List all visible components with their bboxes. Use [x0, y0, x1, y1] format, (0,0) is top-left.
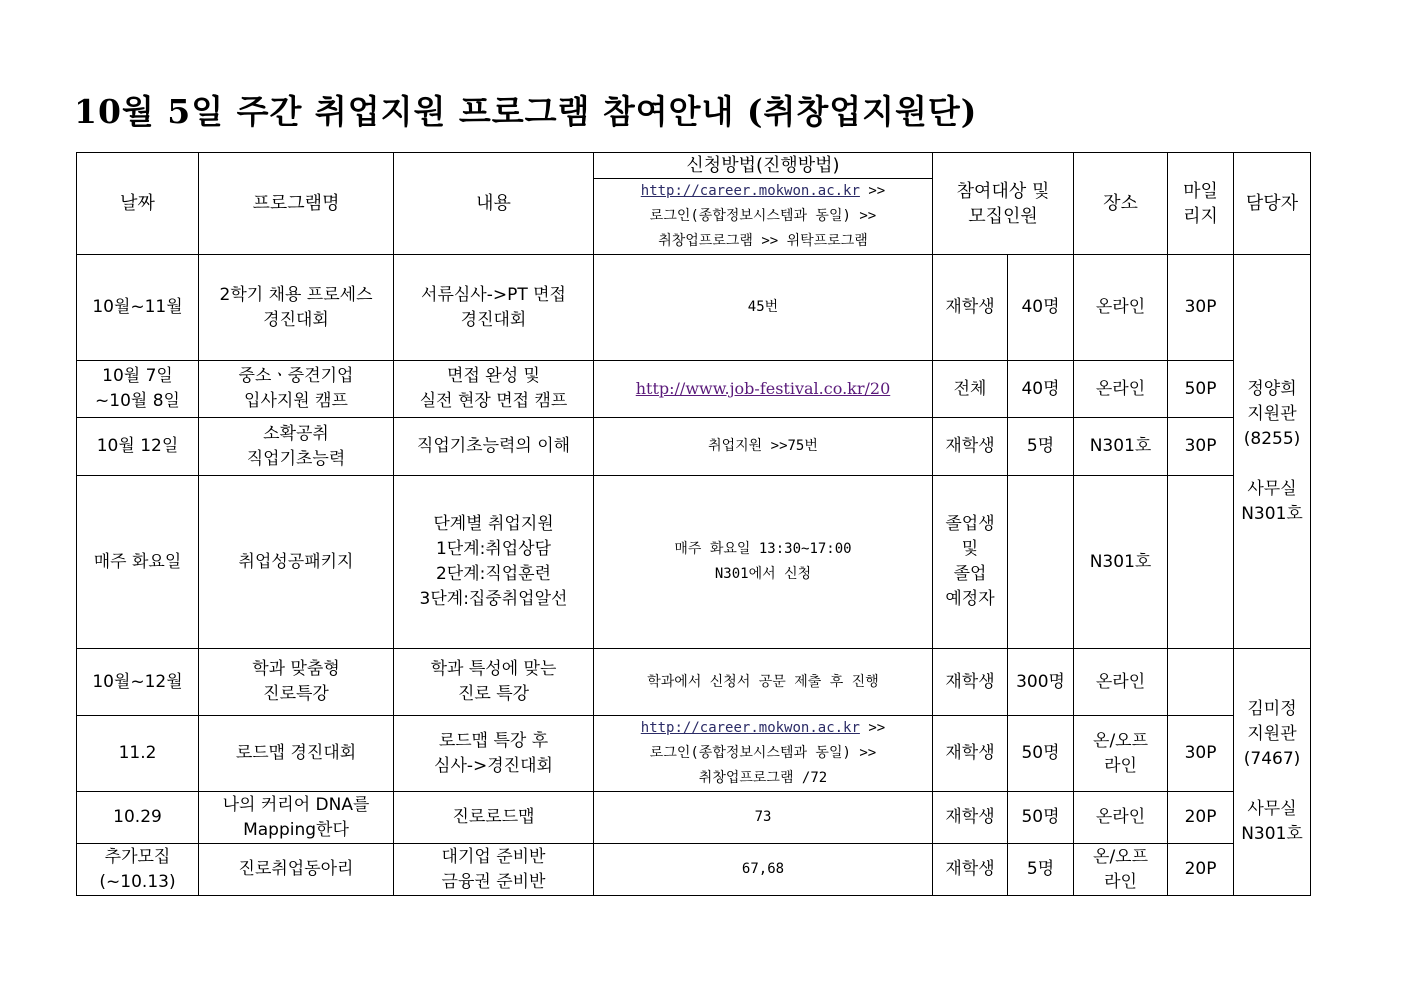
method-line: 취업지원 >>75번 [708, 438, 818, 454]
method-line: 로그인(종합정보시스템과 동일) >> [649, 745, 877, 761]
target-cell [933, 476, 1008, 649]
program-cell [199, 361, 394, 418]
place-cell [1074, 716, 1168, 792]
method-cell [594, 255, 933, 361]
manager-cell-line: 지원관 [1247, 403, 1297, 424]
place-cell [1074, 649, 1168, 716]
apply-tail: >> [859, 183, 886, 199]
target-cell [933, 844, 1008, 896]
method-cell [594, 844, 933, 896]
place-cell-line: 온라인 [1095, 671, 1146, 692]
count-cell: 50명 [1008, 792, 1074, 844]
mileage-cell [1168, 649, 1234, 716]
target-cell [933, 716, 1008, 792]
program-cell [199, 418, 394, 476]
content-cell [394, 844, 594, 896]
program-cell [199, 792, 394, 844]
target-cell [933, 361, 1008, 418]
mileage-cell [1168, 476, 1234, 649]
method-link-tail: >> [859, 720, 886, 736]
target-cell-line: 재학생 [945, 297, 995, 317]
target-cell [933, 649, 1008, 716]
place-cell-line: 온라인 [1095, 807, 1146, 827]
content-cell-line: 대기업 준비반 [441, 846, 546, 867]
manager-cell-line: (8255) [1243, 428, 1301, 449]
manager-cell-line: 사무실 [1247, 478, 1297, 499]
program-cell-line: 진로취업동아리 [238, 859, 354, 879]
content-cell [394, 361, 594, 418]
header-target-line1: 참여대상 및 [956, 180, 1050, 202]
place-cell [1074, 361, 1168, 418]
program-cell-line: 나의 커리어 DNA를 [222, 794, 370, 815]
count-cell: 5명 [1008, 844, 1074, 896]
date-cell [77, 361, 199, 418]
manager-cell-line [1236, 772, 1308, 797]
date-cell [77, 418, 199, 476]
page-title: 10월 5일 주간 취업지원 프로그램 참여안내 (취창업지원단) [74, 92, 978, 131]
date-cell-line: 10.29 [113, 807, 162, 827]
header-apply-steps [594, 179, 933, 255]
place-cell-line: 온/오프 [1093, 730, 1149, 751]
method-line: 67,68 [741, 861, 785, 877]
table-row [77, 716, 1311, 792]
apply-line3: 취창업프로그램 >> 위탁프로그램 [658, 233, 868, 249]
count-cell: 40명 [1008, 255, 1074, 361]
place-cell [1074, 844, 1168, 896]
count-cell: 300명 [1008, 649, 1074, 716]
content-cell-line: 진로 특강 [457, 684, 530, 704]
target-cell-line: 예정자 [945, 589, 995, 609]
content-cell-line: 심사->경진대회 [434, 755, 553, 776]
method-cell [594, 418, 933, 476]
date-cell [77, 792, 199, 844]
date-cell-line: 매주 화요일 [93, 551, 182, 572]
manager-cell-line: 정양희 [1247, 378, 1297, 399]
content-cell [394, 716, 594, 792]
method-cell [594, 716, 933, 792]
method-line: 45번 [747, 299, 779, 315]
date-cell-line: ~10월 8일 [95, 391, 180, 411]
date-cell [77, 255, 199, 361]
program-cell-line: 입사지원 캠프 [244, 391, 348, 411]
target-cell [933, 418, 1008, 476]
header-target [933, 153, 1074, 255]
apply-line2: 로그인(종합정보시스템과 동일) >> [649, 208, 877, 224]
place-cell [1074, 418, 1168, 476]
header-apply-method: 신청방법(진행방법) [594, 153, 933, 179]
program-cell-line: Mapping한다 [243, 819, 349, 840]
manager-cell-line: N301호 [1241, 503, 1303, 524]
header-place: 장소 [1074, 153, 1168, 255]
content-cell-line: 서류심사->PT 면접 [421, 284, 566, 305]
content-cell-line: 직업기초능력의 이해 [416, 436, 571, 456]
mileage-cell: 20P [1168, 792, 1234, 844]
method-line: 취창업프로그램 /72 [698, 770, 828, 786]
program-cell [199, 255, 394, 361]
content-cell-line: 2단계:직업훈련 [435, 564, 552, 584]
manager-cell-line: 지원관 [1247, 724, 1297, 744]
program-cell-line: 소확공취 [263, 423, 329, 444]
target-cell [933, 255, 1008, 361]
date-cell [77, 649, 199, 716]
program-cell-line: 학과 맞춤형 [252, 659, 340, 679]
date-cell-line: 10월~11월 [92, 297, 183, 317]
program-table [76, 152, 1311, 896]
place-cell [1074, 476, 1168, 649]
place-cell-line: N301호 [1089, 551, 1152, 572]
table-row [77, 255, 1311, 361]
manager-cell-line: (7467) [1243, 749, 1301, 769]
place-cell-line: 온라인 [1095, 378, 1146, 399]
content-cell-line: 학과 특성에 맞는 [430, 659, 557, 679]
target-cell-line: 재학생 [945, 859, 995, 879]
count-cell [1008, 476, 1074, 649]
career-link[interactable]: http://career.mokwon.ac.kr [640, 720, 860, 736]
content-cell-line: 1단계:취업상담 [435, 539, 552, 559]
program-cell [199, 649, 394, 716]
career-link[interactable]: http://career.mokwon.ac.kr [640, 183, 860, 199]
content-cell-line: 실전 현장 면접 캠프 [419, 391, 568, 411]
place-cell-line: 라인 [1104, 755, 1137, 776]
header-mileage-line1: 마일 [1183, 180, 1218, 202]
program-cell [199, 476, 394, 649]
target-cell-line: 재학생 [945, 807, 995, 827]
target-cell-line: 졸업 [953, 564, 987, 584]
target-cell-line: 재학생 [945, 436, 995, 456]
place-cell-line: 라인 [1104, 871, 1137, 892]
manager-cell-line: 사무실 [1247, 799, 1297, 819]
place-cell-line: 온라인 [1095, 297, 1146, 317]
content-cell-line: 면접 완성 및 [447, 366, 540, 386]
mileage-cell: 30P [1168, 716, 1234, 792]
date-cell [77, 716, 199, 792]
date-cell [77, 476, 199, 649]
program-cell-line: 2학기 채용 프로세스 [219, 284, 373, 305]
content-cell-line: 로드맵 특강 후 [438, 730, 549, 751]
method-line: N301에서 신청 [714, 566, 812, 582]
content-cell-line: 경진대회 [460, 309, 527, 330]
manager-cell-line: 김미정 [1247, 699, 1297, 719]
place-cell [1074, 255, 1168, 361]
target-cell [933, 792, 1008, 844]
header-row [77, 153, 1311, 179]
date-cell-line: 11.2 [118, 743, 157, 763]
place-cell [1074, 792, 1168, 844]
date-cell-line: 10월 12일 [96, 436, 179, 456]
program-cell-line: 취업성공패키지 [238, 551, 354, 572]
content-cell [394, 255, 594, 361]
date-cell-line: 추가모집 [104, 846, 171, 867]
method-cell [594, 792, 933, 844]
content-cell [394, 418, 594, 476]
place-cell-line: N301호 [1089, 436, 1152, 456]
date-cell-line: 10월~12월 [92, 671, 183, 692]
header-content: 내용 [394, 153, 594, 255]
program-cell-line: 경진대회 [263, 309, 329, 330]
content-cell [394, 792, 594, 844]
program-cell [199, 716, 394, 792]
program-cell [199, 844, 394, 896]
content-cell [394, 476, 594, 649]
mileage-cell: 30P [1168, 418, 1234, 476]
header-mileage [1168, 153, 1234, 255]
mileage-cell: 50P [1168, 361, 1234, 418]
manager-cell [1234, 649, 1311, 896]
date-cell-line: 10월 7일 [102, 366, 173, 386]
table-row [77, 649, 1311, 716]
target-cell-line: 재학생 [945, 671, 995, 692]
table-row [77, 418, 1311, 476]
content-cell-line: 진로로드맵 [452, 807, 535, 827]
program-cell-line: 로드맵 경진대회 [235, 743, 357, 763]
header-target-line2: 모집인원 [968, 205, 1038, 227]
content-cell [394, 649, 594, 716]
manager-cell-line [1236, 452, 1308, 477]
content-cell-line: 단계별 취업지원 [433, 514, 554, 534]
place-cell-line: 온/오프 [1093, 846, 1149, 867]
target-cell-line: 재학생 [945, 743, 995, 763]
date-cell [77, 844, 199, 896]
content-cell-line: 3단계:집중취업알선 [419, 589, 568, 609]
mileage-cell: 20P [1168, 844, 1234, 896]
header-manager: 담당자 [1234, 153, 1311, 255]
method-line: 매주 화요일 13:30~17:00 [674, 541, 852, 557]
table-row [77, 476, 1311, 649]
job-festival-link[interactable]: http://www.job-festival.co.kr/20 [635, 378, 891, 398]
program-cell-line: 직업기초능력 [246, 448, 346, 469]
method-cell [594, 476, 933, 649]
method-cell [594, 649, 933, 716]
content-cell-line: 금융권 준비반 [441, 871, 546, 892]
method-cell [594, 361, 933, 418]
header-date: 날짜 [77, 153, 199, 255]
table-row [77, 844, 1311, 896]
count-cell: 40명 [1008, 361, 1074, 418]
table-row [77, 361, 1311, 418]
program-cell-line: 진로특강 [263, 684, 329, 704]
count-cell: 5명 [1008, 418, 1074, 476]
method-line: 73 [754, 809, 772, 825]
count-cell: 50명 [1008, 716, 1074, 792]
mileage-cell: 30P [1168, 255, 1234, 361]
target-cell-line: 전체 [953, 378, 987, 399]
manager-cell [1234, 255, 1311, 649]
manager-cell-line: N301호 [1241, 824, 1303, 844]
target-cell-line: 및 [961, 539, 979, 559]
program-cell-line: 중소ㆍ중견기업 [238, 366, 354, 386]
method-line: 학과에서 신청서 공문 제출 후 진행 [647, 673, 879, 690]
header-mileage-line2: 리지 [1183, 205, 1218, 227]
target-cell-line: 졸업생 [945, 514, 995, 534]
header-program: 프로그램명 [199, 153, 394, 255]
date-cell-line: (~10.13) [99, 871, 176, 892]
table-row [77, 792, 1311, 844]
